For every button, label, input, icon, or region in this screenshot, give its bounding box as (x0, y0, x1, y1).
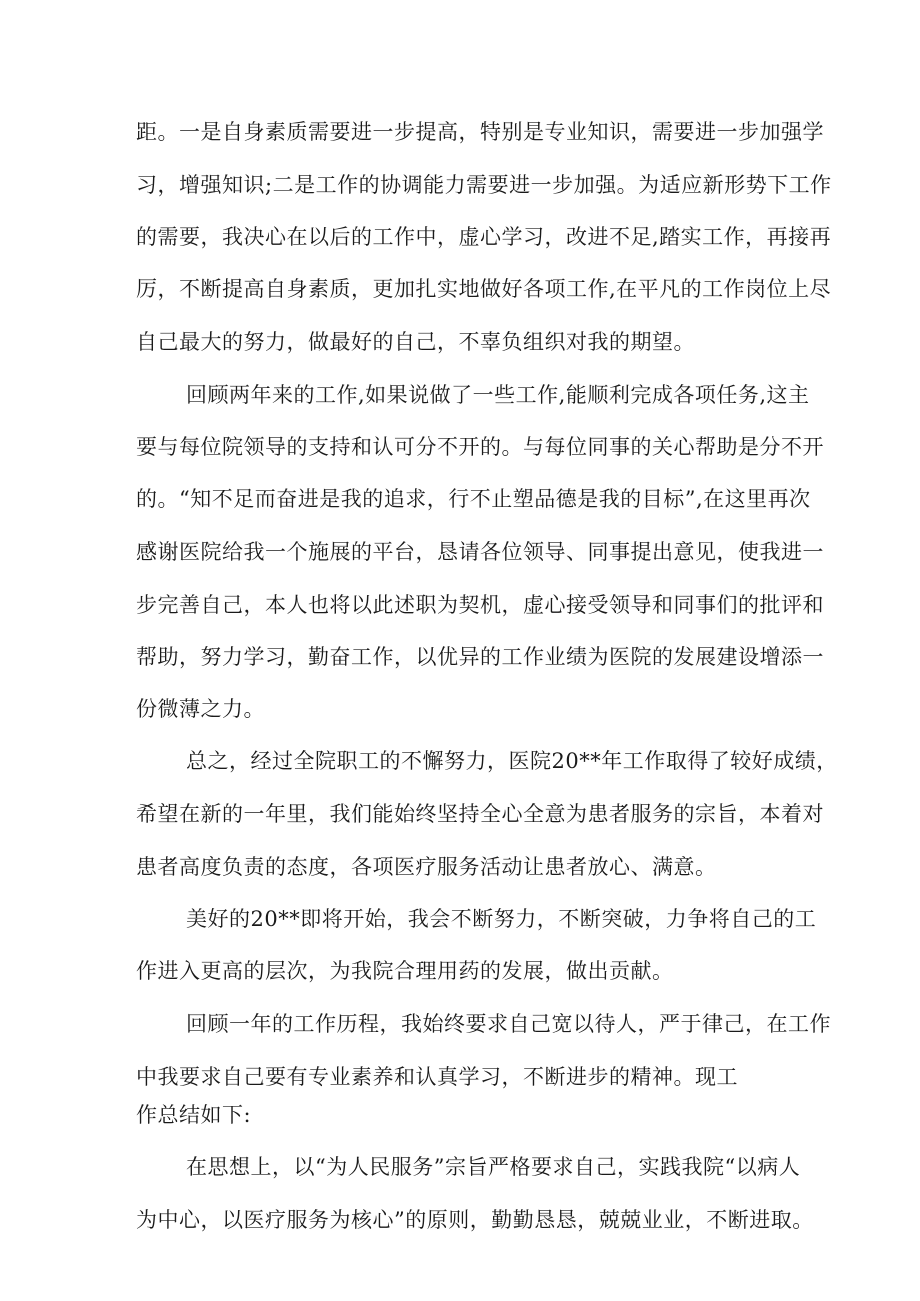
paragraph-2-line-4: 感谢医院给我一个施展的平台，恳请各位领导、同事提出意见，使我进一 (136, 540, 824, 564)
paragraph-2-line-7: 份微薄之力。 (136, 697, 265, 721)
paragraph-5-line-1: 回顾一年的工作历程，我始终要求自己宽以待人，严于律己，在工作 (186, 1012, 831, 1036)
paragraph-1-line-1: 距。一是自身素质需要进一步提高，特别是专业知识，需要进一步加强学 (136, 120, 824, 144)
paragraph-2-line-1: 回顾两年来的工作,如果说做了一些工作,能顺利完成各项任务,这主 (186, 383, 810, 407)
paragraph-3-line-3: 患者高度负责的态度，各项医疗服务活动让患者放心、满意。 (136, 855, 717, 879)
paragraph-1-line-5: 自己最大的努力，做最好的自己，不辜负组织对我的期望。 (136, 330, 695, 354)
paragraph-6-line-1: 在思想上，以“为人民服务”宗旨严格要求自己，实践我院“以病人 (186, 1155, 801, 1179)
paragraph-2-line-6: 帮助，努力学习，勤奋工作，以优异的工作业绩为医院的发展建设增添一 (136, 645, 824, 669)
paragraph-2-line-2: 要与每位院领导的支持和认可分不开的。与每位同事的关心帮助是分不开 (136, 435, 824, 459)
paragraph-5-line-3: 作总结如下: (136, 1103, 252, 1127)
paragraph-2-line-5: 步完善自己，本人也将以此述职为契机，虚心接受领导和同事们的批评和 (136, 593, 824, 617)
paragraph-1-line-2: 习，增强知识;二是工作的协调能力需要进一步加强。为适应新形势下工作 (136, 173, 832, 197)
paragraph-6-line-2: 为中心，以医疗服务为核心”的原则，勤勤恳恳，兢兢业业，不断进取。 (136, 1208, 814, 1232)
paragraph-1-line-4: 厉，不断提高自身素质，更加扎实地做好各项工作,在平凡的工作岗位上尽 (136, 277, 832, 301)
paragraph-4-line-1: 美好的20**即将开始，我会不断努力，不断突破，力争将自己的工 (186, 907, 817, 931)
paragraph-4-line-2: 作进入更高的层次，为我院合理用药的发展，做出贡献。 (136, 959, 674, 983)
paragraph-3-line-2: 希望在新的一年里，我们能始终坚持全心全意为患者服务的宗旨，本着对 (136, 802, 824, 826)
paragraph-3-line-1: 总之，经过全院职工的不懈努力，医院20**年工作取得了较好成绩， (186, 749, 838, 773)
paragraph-2-line-3: 的。“知不足而奋进是我的追求，行不止塑品德是我的目标”,在这里再次 (136, 487, 811, 511)
paragraph-1-line-3: 的需要，我决心在以后的工作中，虚心学习，改进不足,踏实工作，再接再 (136, 225, 832, 249)
paragraph-5-line-2: 中我要求自己要有专业素养和认真学习，不断进步的精神。现工 (136, 1065, 738, 1089)
